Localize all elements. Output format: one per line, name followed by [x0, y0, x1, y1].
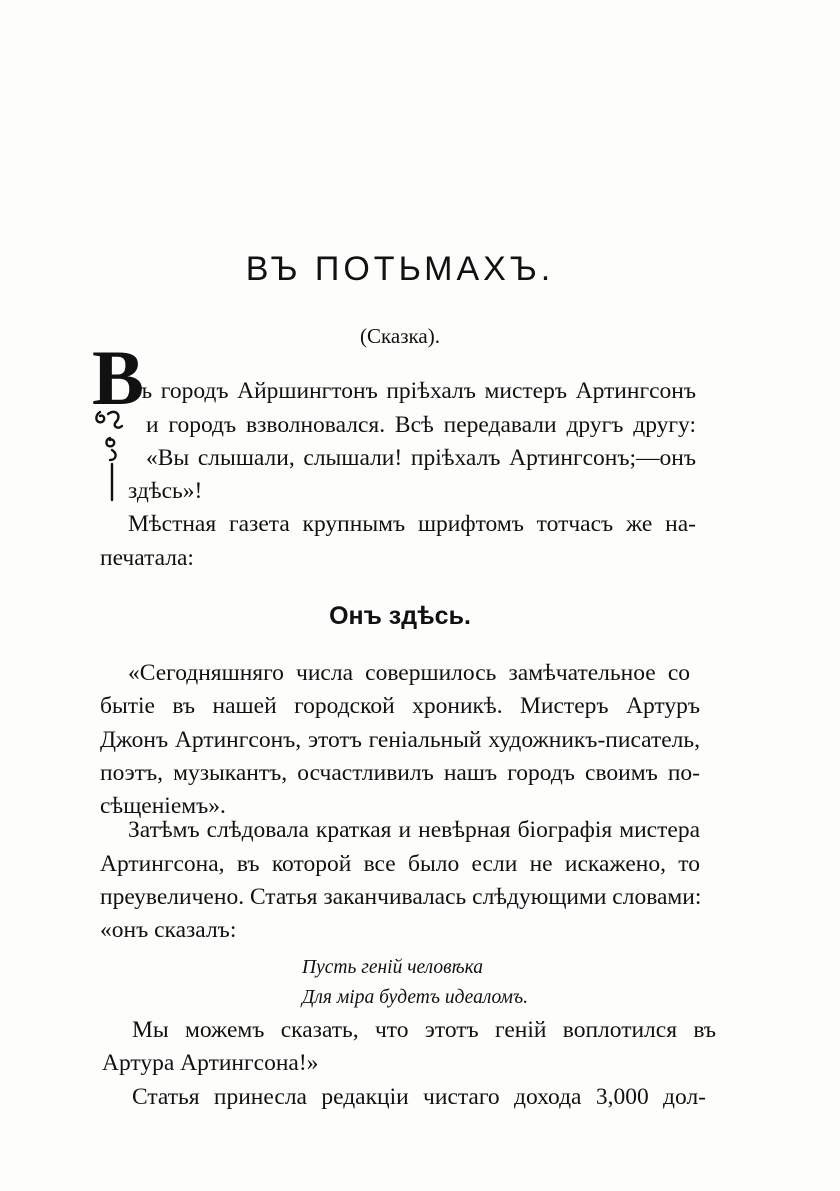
paragraph-4-line-4: «онъ сказалъ: — [100, 917, 237, 943]
paragraph-5-line-1: Мы можемъ сказать, что этотъ генiй воплотился въ — [132, 1017, 716, 1043]
paragraph-1-line-3: «Вы слышали, слышали! прiѣхалъ Артингсонъ;—онъ — [146, 445, 696, 471]
paragraph-5-line-2: Артура Артингсона!» — [102, 1050, 319, 1076]
paragraph-3-line-2: бытiе въ нашей городской хроникѣ. Мистеръ Артуръ — [100, 693, 700, 719]
paragraph-3-line-1: «Сегодняшняго числа совершилось замѣчательное со — [128, 660, 690, 686]
verse-line-1: Пусть генiй человѣка — [302, 957, 484, 978]
story-subtitle: (Сказка). — [360, 324, 440, 348]
paragraph-3-line-3: Джонъ Артингсонъ, этотъ генiальный художникъ-писатель, — [100, 727, 700, 753]
paragraph-2-line-1: Мѣстная газета крупнымъ шрифтомъ тотчасъ же на- — [128, 511, 696, 537]
paragraph-3-line-4: поэтъ, музыкантъ, осчастливилъ нашъ городъ своимъ по- — [100, 760, 700, 786]
dropcap-flourish — [96, 412, 122, 500]
paragraph-4-line-3: преувеличено. Статья заканчивалась слѣдующими словами: — [100, 884, 702, 910]
paragraph-4-line-1: Затѣмъ слѣдовала краткая и невѣрная бiографiя мистера — [128, 817, 700, 843]
paragraph-6-line-1: Статья принесла редакцiи чистаго дохода 3,000 дол- — [132, 1084, 706, 1110]
paragraph-2-line-2: печатала: — [100, 545, 194, 571]
story-title: ВЪ ПОТЬМАХЪ. — [245, 250, 555, 288]
paragraph-1-line-1: ъ городъ Айршингтонъ прiѣхалъ мистеръ Артингсонъ — [140, 378, 696, 404]
verse-line-2: Для мiра будетъ идеаломъ. — [302, 987, 529, 1008]
dropcap-letter: В — [92, 334, 145, 421]
paragraph-1-line-2: и городъ взволновался. Всѣ передавали другъ другу: — [146, 412, 696, 438]
paragraph-3-line-5: сѣщенiемъ». — [100, 793, 226, 819]
paragraph-4-line-2: Артингсона, въ которой все было если не искажено, то — [100, 851, 700, 877]
paragraph-1-line-4: здѣсь»! — [128, 478, 203, 504]
section-heading: Онъ здѣсь. — [329, 602, 471, 630]
